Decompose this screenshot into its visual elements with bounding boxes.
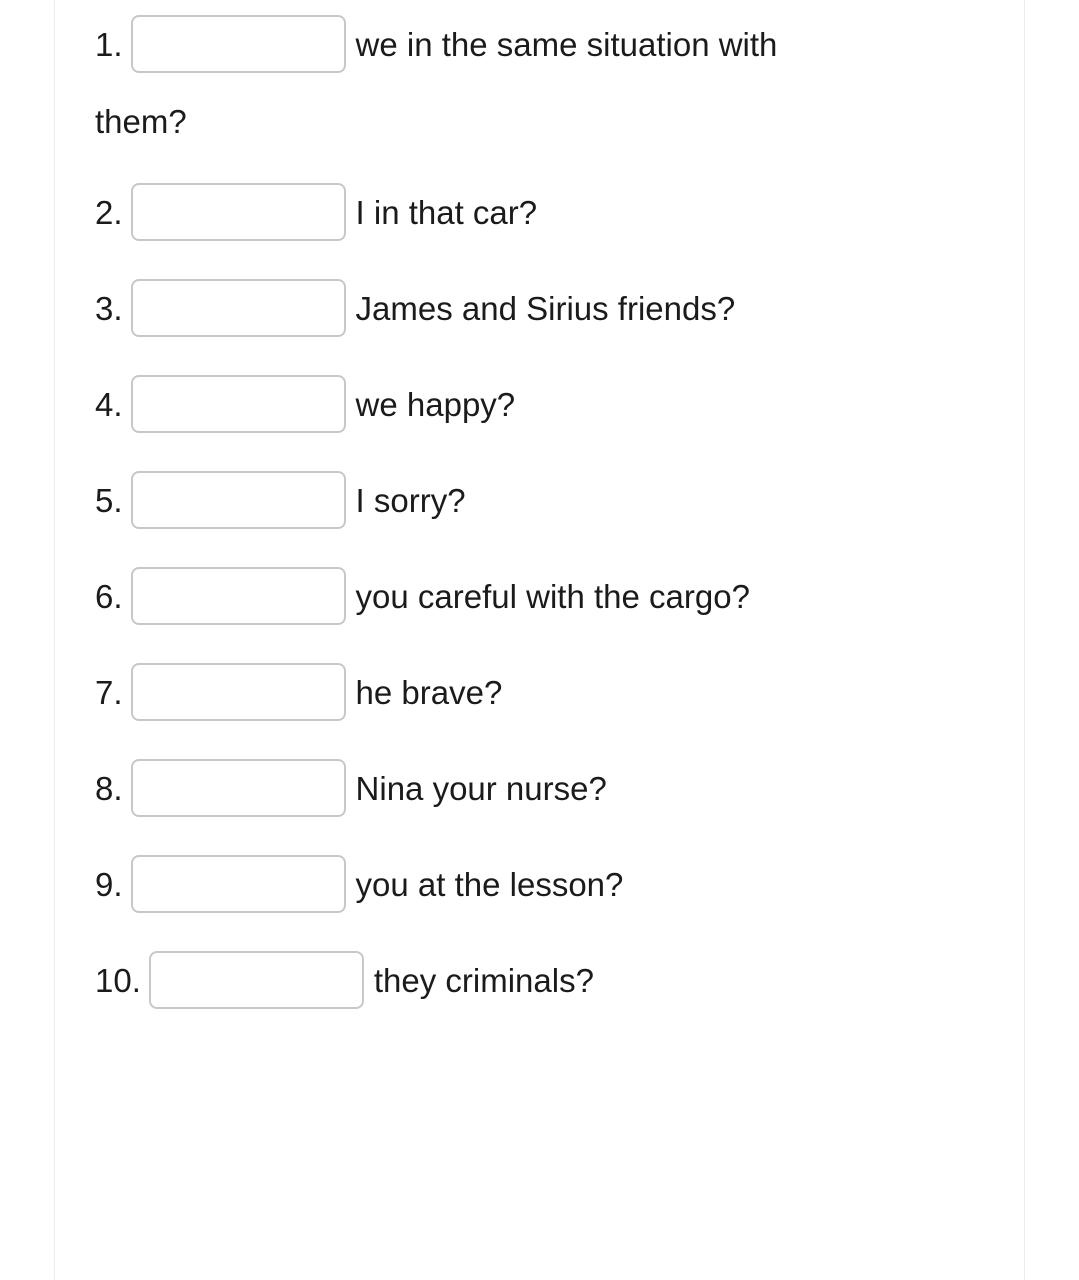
item-number: 6. xyxy=(95,578,123,615)
item-text: I sorry? xyxy=(355,482,466,519)
item-text: he brave? xyxy=(355,674,503,711)
blank-input-9[interactable] xyxy=(131,855,346,913)
blank-input-4[interactable] xyxy=(131,375,346,433)
item-text: you at the lesson? xyxy=(355,866,624,903)
list-item xyxy=(95,854,1019,916)
fill-in-the-blank-list xyxy=(95,14,1019,1046)
list-item xyxy=(95,14,1019,152)
item-number: 1. xyxy=(95,26,123,63)
item-text: I in that car? xyxy=(355,194,538,231)
item-number: 2. xyxy=(95,194,123,231)
item-number: 9. xyxy=(95,866,123,903)
blank-input-10[interactable] xyxy=(149,951,364,1009)
blank-input-1[interactable] xyxy=(131,15,346,73)
list-item xyxy=(95,662,1019,724)
item-text: James and Sirius friends? xyxy=(355,290,736,327)
blank-input-7[interactable] xyxy=(131,663,346,721)
item-number: 8. xyxy=(95,770,123,807)
left-margin-rule xyxy=(54,0,55,1280)
list-item xyxy=(95,278,1019,340)
item-number: 5. xyxy=(95,482,123,519)
item-text: they criminals? xyxy=(373,962,594,999)
item-text: we happy? xyxy=(355,386,516,423)
list-item xyxy=(95,470,1019,532)
blank-input-8[interactable] xyxy=(131,759,346,817)
blank-input-2[interactable] xyxy=(131,183,346,241)
item-number: 7. xyxy=(95,674,123,711)
list-item xyxy=(95,182,1019,244)
item-text: you careful with the cargo? xyxy=(355,578,750,615)
item-text: Nina your nurse? xyxy=(355,770,607,807)
list-item xyxy=(95,374,1019,436)
list-item xyxy=(95,758,1019,820)
blank-input-3[interactable] xyxy=(131,279,346,337)
item-number: 10. xyxy=(95,962,141,999)
right-margin-rule xyxy=(1024,0,1025,1280)
item-number: 3. xyxy=(95,290,123,327)
list-item xyxy=(95,950,1019,1012)
item-text-continuation: them? xyxy=(95,103,187,140)
list-item xyxy=(95,566,1019,628)
blank-input-6[interactable] xyxy=(131,567,346,625)
item-number: 4. xyxy=(95,386,123,423)
blank-input-5[interactable] xyxy=(131,471,346,529)
item-text: we in the same situation with xyxy=(355,26,778,63)
